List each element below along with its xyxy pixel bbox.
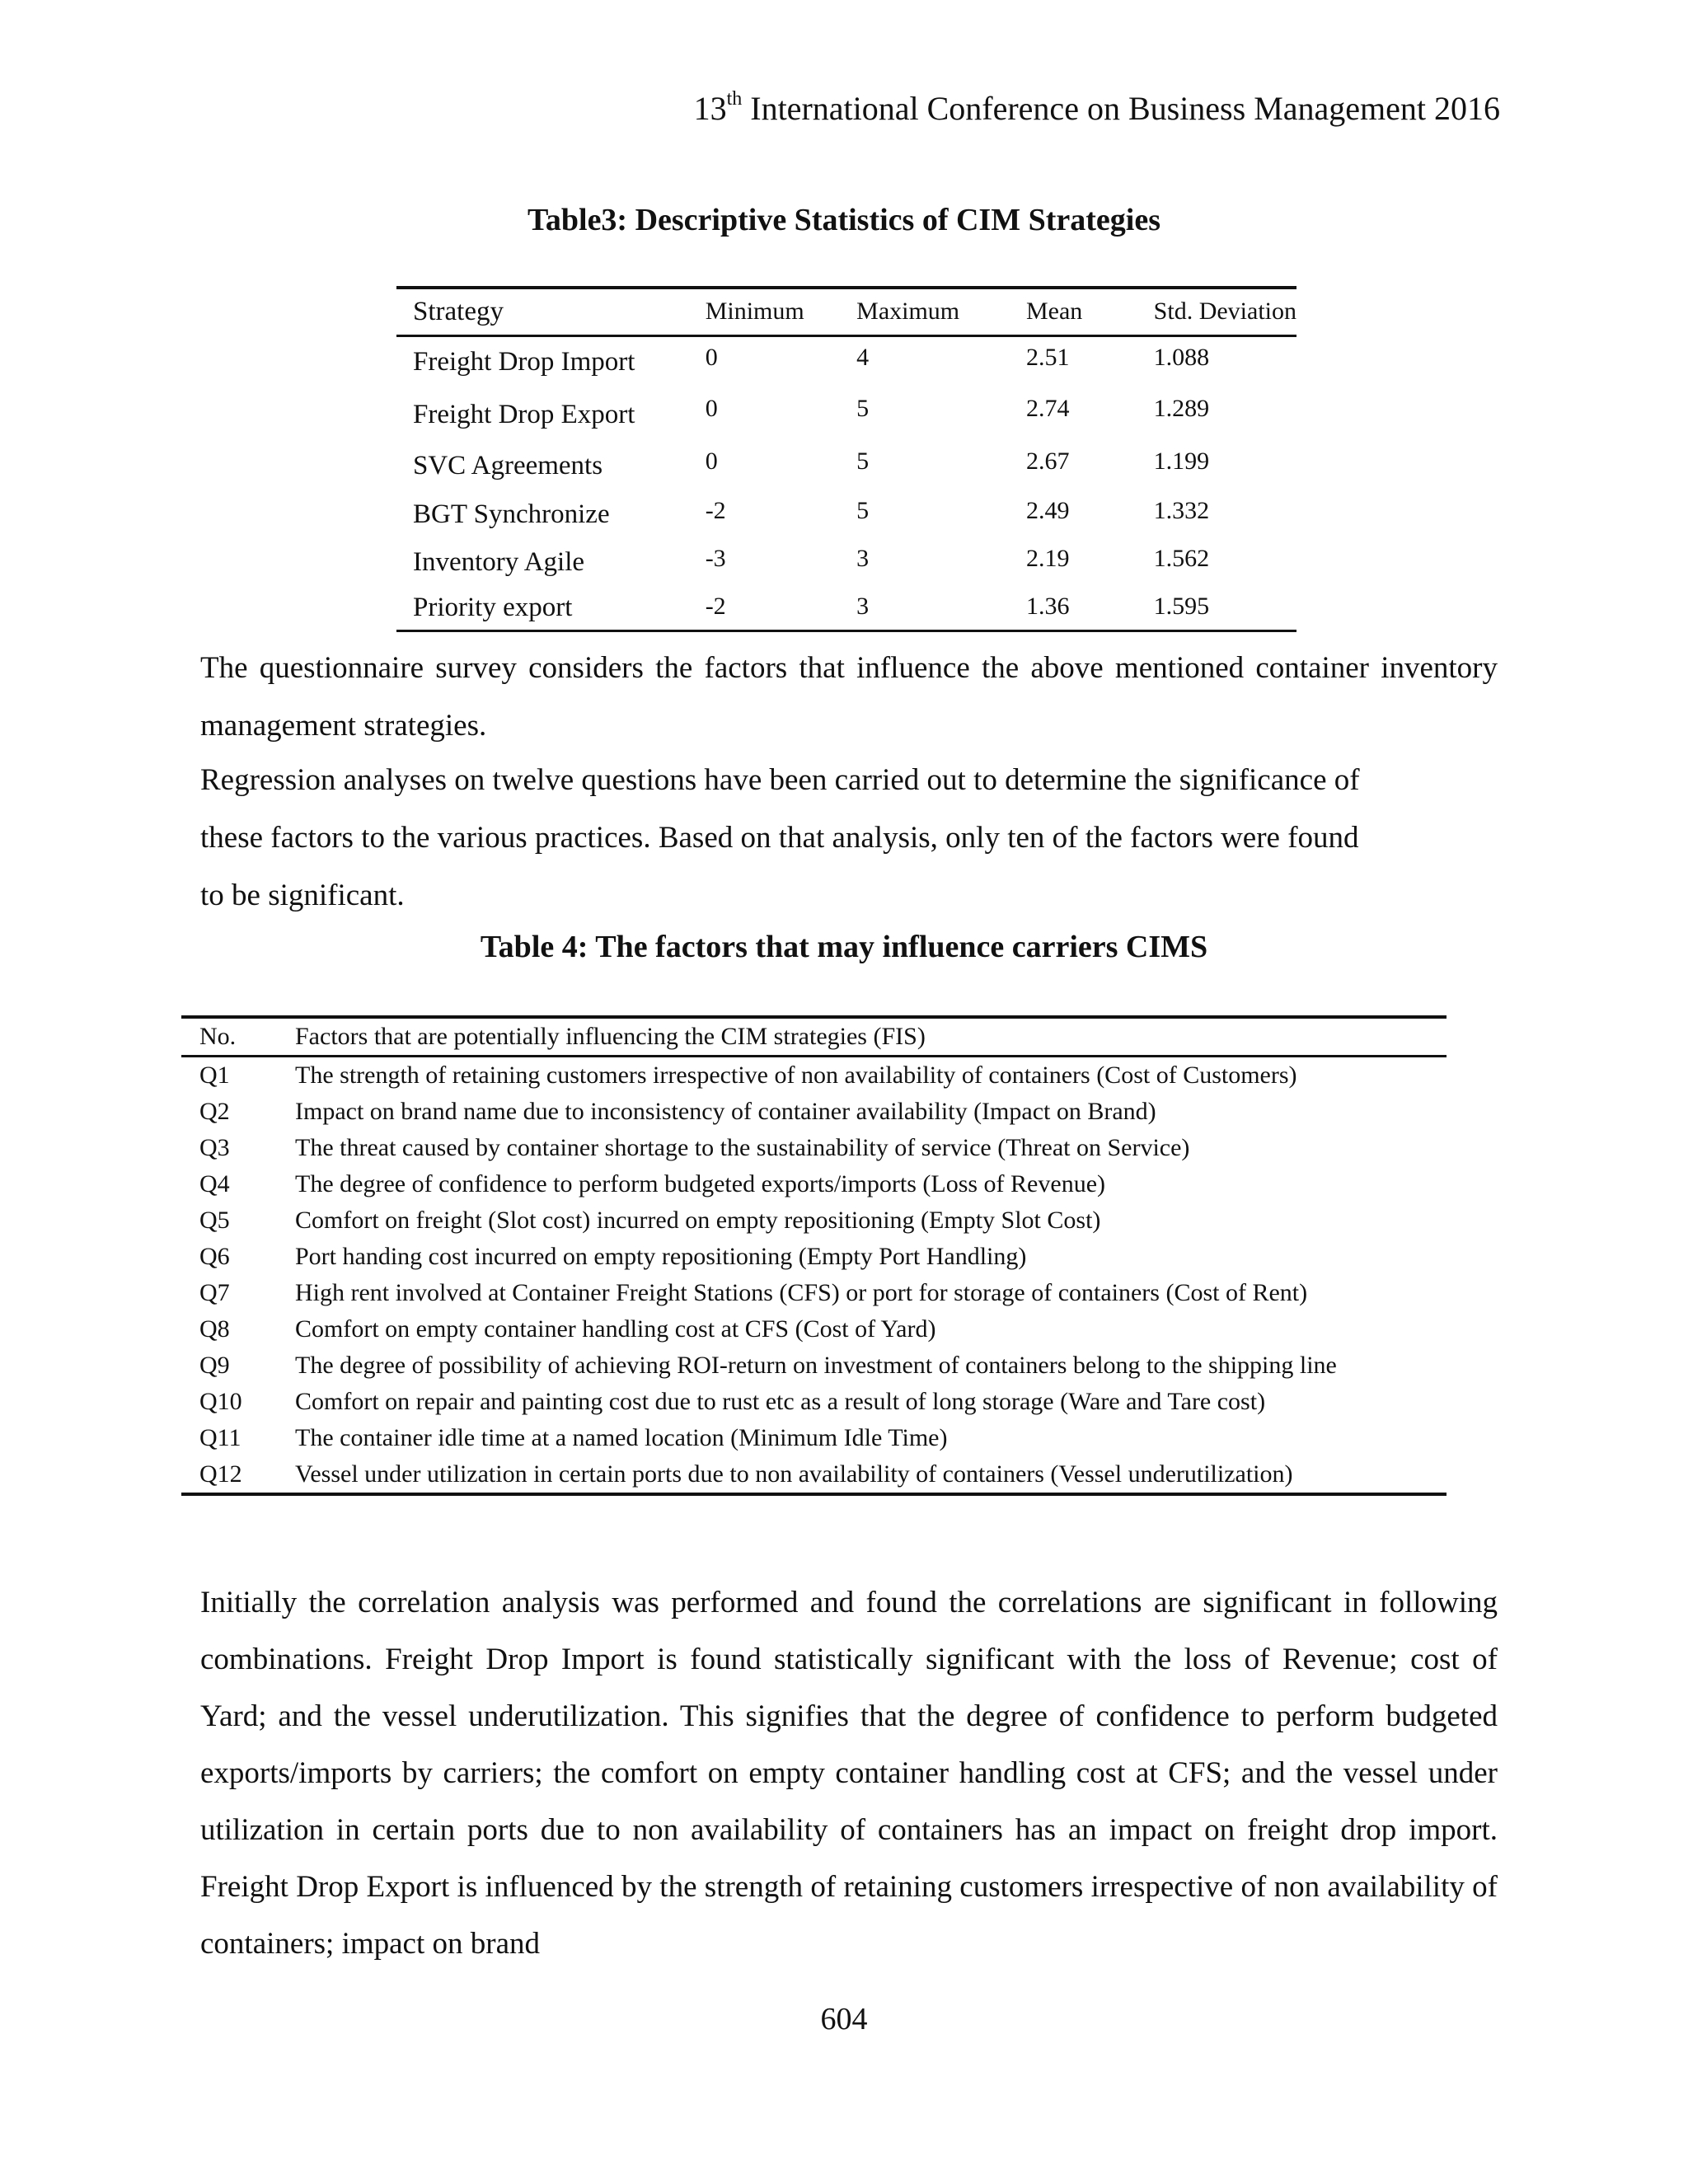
std-deviation-cell: 1.088 (1153, 343, 1210, 371)
factor-description: Comfort on repair and painting cost due to rust etc as a result of long storage (Ware and Tare cost) (295, 1388, 1266, 1415)
table-row (181, 1057, 1447, 1094)
table-row (396, 490, 1296, 538)
factor-description: The degree of confidence to perform budgeted exports/imports (Loss of Revenue) (295, 1170, 1105, 1197)
table3-col-mean: Mean (1025, 298, 1083, 326)
table3-col-maximum: Maximum (856, 298, 960, 326)
paragraph-survey: The questionnaire survey considers the factors that influence the above mentioned container inventory management strategies. (200, 651, 1498, 743)
factor-number: Q7 (199, 1279, 230, 1306)
minimum-cell: 0 (705, 448, 718, 475)
factor-description: Comfort on freight (Slot cost) incurred on empty repositioning (Empty Slot Cost) (295, 1207, 1101, 1234)
table-row (396, 335, 1296, 388)
maximum-cell: 3 (856, 593, 870, 620)
paragraph-regression (200, 752, 1498, 925)
table-row (181, 1275, 1447, 1311)
std-deviation-cell: 1.289 (1153, 395, 1210, 422)
factor-number: Q5 (199, 1207, 230, 1234)
page-number: 604 (820, 2002, 868, 2036)
table4-col-no: No. (199, 1023, 237, 1050)
minimum-cell: -2 (705, 593, 726, 620)
paragraph-correlation: Initially the correlation analysis was performed and found the correlations are significant in following combinations. Freight Drop Import is found statistically significant with the loss of Revenue; cost of Yard; and the vessel underutilization. This signifies that the degree of confidence to perform budgeted exports/imports by carriers; the comfort on empty container handling cost at CFS; and the vessel under utilization in certain ports due to non availability of containers has an impact on freight drop import. Freight Drop Export is influenced by the strength of retaining customers irrespective of non availability of containers; impact on brand (200, 1586, 1498, 1961)
mean-cell: 2.67 (1025, 448, 1070, 475)
factor-number: Q2 (199, 1098, 230, 1125)
factor-number: Q4 (199, 1170, 230, 1197)
header-superscript: th (726, 88, 743, 110)
table-row (181, 1384, 1447, 1420)
mean-cell: 2.19 (1025, 545, 1070, 572)
table-row (396, 441, 1296, 490)
factor-number: Q12 (199, 1460, 242, 1488)
minimum-cell: -2 (705, 497, 726, 524)
table4-col-factors: Factors that are potentially influencing the CIM strategies (FIS) (295, 1023, 926, 1050)
factor-number: Q9 (199, 1352, 230, 1379)
running-header (676, 88, 1500, 127)
table-row (181, 1420, 1447, 1456)
table-row (181, 1347, 1447, 1384)
mean-cell: 2.74 (1025, 395, 1070, 422)
factor-description: Impact on brand name due to inconsistency of container availability (Impact on Brand) (295, 1098, 1156, 1125)
table4-caption: Table 4: The factors that may influence carriers CIMS (480, 930, 1208, 964)
table3-caption: Table3: Descriptive Statistics of CIM Strategies (528, 203, 1160, 237)
mean-cell: 2.51 (1025, 343, 1070, 371)
table-row (181, 1202, 1447, 1239)
factor-number: Q10 (199, 1388, 242, 1415)
strategy-cell: Freight Drop Import (413, 347, 635, 377)
table-row (181, 1166, 1447, 1202)
factor-description: High rent involved at Container Freight Stations (CFS) or port for storage of containers (Cost of Rent) (295, 1279, 1308, 1306)
factor-number: Q6 (199, 1243, 230, 1270)
factor-description: Vessel under utilization in certain ports due to non availability of containers (Vessel underutilization) (295, 1460, 1293, 1488)
maximum-cell: 3 (856, 545, 870, 572)
maximum-cell: 4 (856, 343, 870, 371)
factor-description: The threat caused by container shortage to the sustainability of service (Threat on Service) (295, 1134, 1190, 1161)
maximum-cell: 5 (856, 448, 870, 475)
strategy-cell: BGT Synchronize (413, 499, 610, 529)
strategy-cell: Priority export (413, 592, 573, 622)
minimum-cell: 0 (705, 343, 718, 371)
minimum-cell: -3 (705, 545, 726, 572)
table-row (181, 1239, 1447, 1275)
factor-description: Comfort on empty container handling cost at CFS (Cost of Yard) (295, 1315, 936, 1343)
table3-col-std-deviation: Std. Deviation (1153, 298, 1296, 326)
paragraph-line: Regression analyses on twelve questions have been carried out to determine the significance of (200, 763, 1360, 797)
factor-description: Port handing cost incurred on empty repositioning (Empty Port Handling) (295, 1243, 1027, 1270)
paragraph-line: these factors to the various practices. Based on that analysis, only ten of the factors were found (200, 821, 1359, 855)
factor-description: The degree of possibility of achieving ROI-return on investment of containers belong to the shipping line (295, 1352, 1337, 1379)
factor-number: Q8 (199, 1315, 230, 1343)
table-row (396, 388, 1296, 441)
table3-col-strategy: Strategy (413, 296, 504, 326)
table3-col-minimum: Minimum (705, 298, 804, 326)
mean-cell: 2.49 (1025, 497, 1070, 524)
minimum-cell: 0 (705, 395, 718, 422)
strategy-cell: SVC Agreements (413, 450, 603, 480)
table4-header-row (181, 1017, 1447, 1057)
std-deviation-cell: 1.199 (1153, 448, 1210, 475)
mean-cell: 1.36 (1025, 593, 1070, 620)
factor-number: Q3 (199, 1134, 230, 1161)
maximum-cell: 5 (856, 395, 870, 422)
table-row (396, 586, 1296, 630)
std-deviation-cell: 1.332 (1153, 497, 1210, 524)
table-row (181, 1311, 1447, 1347)
factor-number: Q11 (199, 1424, 241, 1451)
table3-descriptive-statistics (396, 286, 1296, 632)
header-number: 13 (693, 90, 727, 127)
strategy-cell: Freight Drop Export (413, 399, 635, 429)
std-deviation-cell: 1.562 (1153, 545, 1210, 572)
header-text: International Conference on Business Management 2016 (742, 90, 1500, 127)
std-deviation-cell: 1.595 (1153, 593, 1210, 620)
table4-influencing-factors (181, 1015, 1447, 1496)
factor-number: Q1 (199, 1062, 230, 1089)
table-row (396, 538, 1296, 586)
paragraph-line: to be significant. (200, 879, 405, 912)
table-row (181, 1094, 1447, 1130)
table-row (181, 1130, 1447, 1166)
factor-description: The container idle time at a named location (Minimum Idle Time) (295, 1424, 948, 1451)
maximum-cell: 5 (856, 497, 870, 524)
table-row (181, 1456, 1447, 1494)
strategy-cell: Inventory Agile (413, 546, 585, 577)
factor-description: The strength of retaining customers irrespective of non availability of containers (Cost of Customers) (295, 1062, 1297, 1089)
table3-header-row (396, 288, 1296, 335)
